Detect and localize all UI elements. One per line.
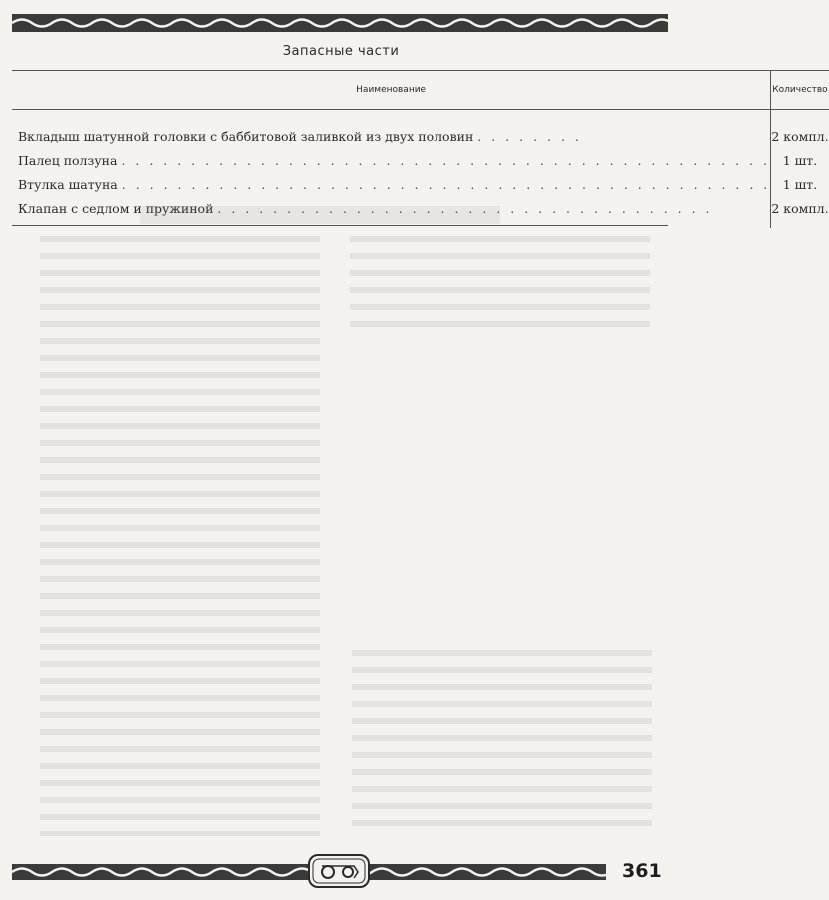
leader-dots: . . . . . . . . xyxy=(477,128,582,144)
part-name: Клапан с седлом и пружиной xyxy=(18,200,214,216)
part-quantity: 1 шт. xyxy=(771,172,829,196)
part-quantity: 1 шт. xyxy=(771,148,829,172)
top-ornament-border xyxy=(12,14,668,32)
emblem-icon xyxy=(308,854,370,888)
bleed-through-text-right-bottom xyxy=(352,650,652,830)
bleed-through-text-left xyxy=(40,236,320,836)
bleed-through-text-right-top xyxy=(350,236,650,336)
header-name: Наименование xyxy=(12,71,771,110)
table-bottom-rule xyxy=(12,225,668,226)
leader-dots: . . . . . . . . . . . . . . . . . . . . . . . . . . . . . . . . . . . . xyxy=(217,200,713,216)
page-number: 361 xyxy=(622,860,662,882)
leader-dots: . . . . . . . . . . . . . . . . . . . . . . . . . . . . . . . . . . . . . . . . . . . . . . . xyxy=(121,176,771,192)
part-quantity: 2 компл. xyxy=(771,196,829,228)
table-row xyxy=(12,110,829,149)
table-header-row xyxy=(12,71,829,110)
bleed-through-heading xyxy=(140,206,500,224)
table-row xyxy=(12,172,829,196)
part-quantity: 2 компл. xyxy=(771,110,829,149)
part-name: Вкладыш шатунной головки с баббитовой заливкой из двух половин xyxy=(18,128,474,144)
section-title: Запасные части xyxy=(282,44,400,59)
table-row xyxy=(12,148,829,172)
header-quantity: Количество xyxy=(771,71,829,110)
spare-parts-table xyxy=(12,70,829,228)
part-name: Втулка шатуна xyxy=(18,176,118,192)
leader-dots: . . . . . . . . . . . . . . . . . . . . . . . . . . . . . . . . . . . . . . . . . . . . . . . xyxy=(121,152,770,168)
part-name: Палец ползуна xyxy=(18,152,118,168)
